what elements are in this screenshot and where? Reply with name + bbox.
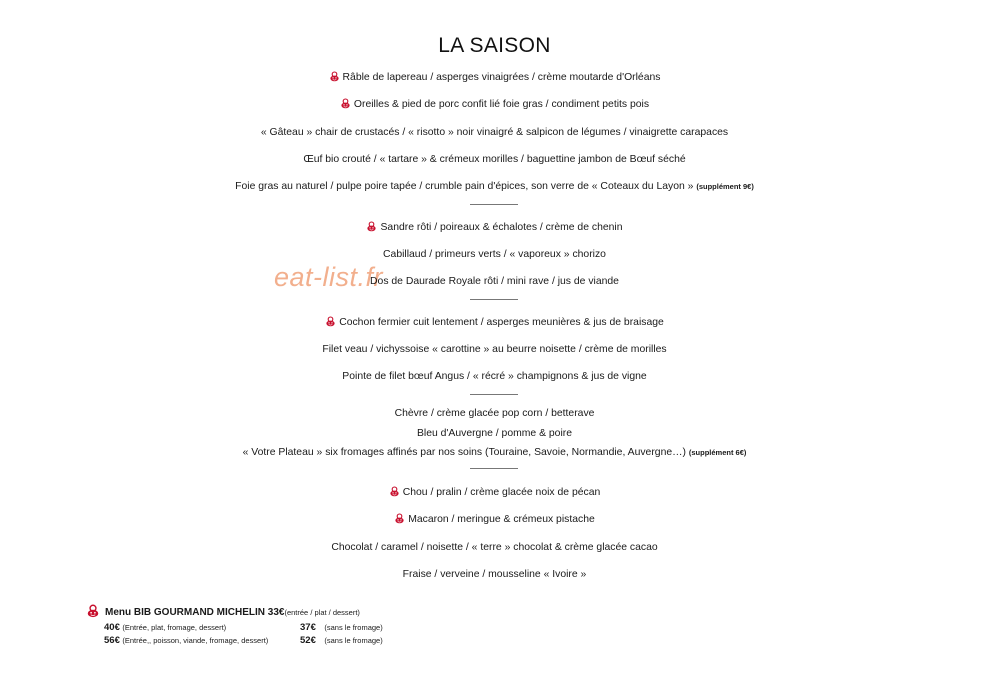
dish-line: Œuf bio crouté / « tartare » & crémeux morilles / baguettine jambon de Bœuf séché <box>303 154 686 165</box>
dish-line: Macaron / meringue & crémeux pistache <box>0 513 989 527</box>
watermark: eat-list.fr <box>274 262 384 292</box>
menu-row <box>104 622 226 633</box>
bib-gourmand-icon <box>325 317 339 328</box>
menu-price: 37€ <box>300 622 316 633</box>
dish-line: Cabillaud / primeurs verts / « vaporeux » chorizo <box>383 249 606 260</box>
dish-line: Chocolat / caramel / noisette / « terre » chocolat & crème glacée cacao <box>331 542 658 553</box>
dish-line: Sandre rôti / poireaux & échalotes / crème de chenin <box>0 221 989 235</box>
menu-row-alt <box>300 635 383 646</box>
dish-line: Chou / pralin / crème glacée noix de pécan <box>0 486 989 500</box>
menu-detail: (sans le fromage) <box>324 623 383 632</box>
dish-line: Oreilles & pied de porc confit lié foie gras / condiment petits pois <box>0 98 989 112</box>
bib-gourmand-icon <box>329 72 343 83</box>
section-divider <box>470 468 518 469</box>
dish-line: « Gâteau » chair de crustacés / « risotto » noir vinaigré & salpicon de légumes / vinaigrette carapaces <box>260 127 729 138</box>
supplement-note: (supplément 9€) <box>696 182 754 191</box>
bib-menu-heading <box>86 604 360 618</box>
bib-gourmand-icon <box>389 487 403 498</box>
menu-name: Menu BIB GOURMAND MICHELIN <box>105 607 265 618</box>
menu-price: 33€ <box>267 607 285 618</box>
menu-row <box>104 635 268 646</box>
bib-gourmand-icon <box>394 514 408 525</box>
menu-detail: (Entrée,, poisson, viande, fromage, dessert) <box>122 636 269 645</box>
section-divider <box>470 204 518 205</box>
dish-line: « Votre Plateau » six fromages affinés par nos soins (Touraine, Savoie, Normandie, Auvergne…) (supplément 6€) <box>242 447 747 458</box>
menu-row-alt <box>300 622 383 633</box>
dish-line: Dos de Daurade Royale rôti / mini rave / jus de viande <box>370 276 619 287</box>
dish-line: Chèvre / crème glacée pop corn / betterave <box>394 408 595 419</box>
menu-detail: (Entrée, plat, fromage, dessert) <box>122 623 227 632</box>
menu-price: 40€ <box>104 622 120 633</box>
section-divider <box>470 394 518 395</box>
menu-detail: (entrée / plat / dessert) <box>284 608 360 617</box>
page-title: LA SAISON <box>438 34 551 57</box>
menu-price: 56€ <box>104 635 120 646</box>
bib-gourmand-icon <box>340 99 354 110</box>
section-divider <box>470 299 518 300</box>
menu-price: 52€ <box>300 635 316 646</box>
menu-detail: (sans le fromage) <box>324 636 383 645</box>
dish-line: Râble de lapereau / asperges vinaigrées / crème moutarde d'Orléans <box>0 71 989 85</box>
dish-line: Foie gras au naturel / pulpe poire tapée / crumble pain d'épices, son verre de « Coteaux du Layon » (supplément 9€) <box>235 181 754 192</box>
dish-line: Fraise / verveine / mousseline « Ivoire » <box>402 569 587 580</box>
bib-gourmand-icon <box>366 222 380 233</box>
bib-gourmand-icon <box>86 607 105 618</box>
dish-line: Filet veau / vichyssoise « carottine » au beurre noisette / crème de morilles <box>322 344 667 355</box>
supplement-note: (supplément 6€) <box>688 448 747 457</box>
dish-line: Bleu d'Auvergne / pomme & poire <box>416 428 573 439</box>
dish-line: Cochon fermier cuit lentement / asperges meunières & jus de braisage <box>0 316 989 330</box>
dish-line: Pointe de filet bœuf Angus / « récré » champignons & jus de vigne <box>342 371 647 382</box>
